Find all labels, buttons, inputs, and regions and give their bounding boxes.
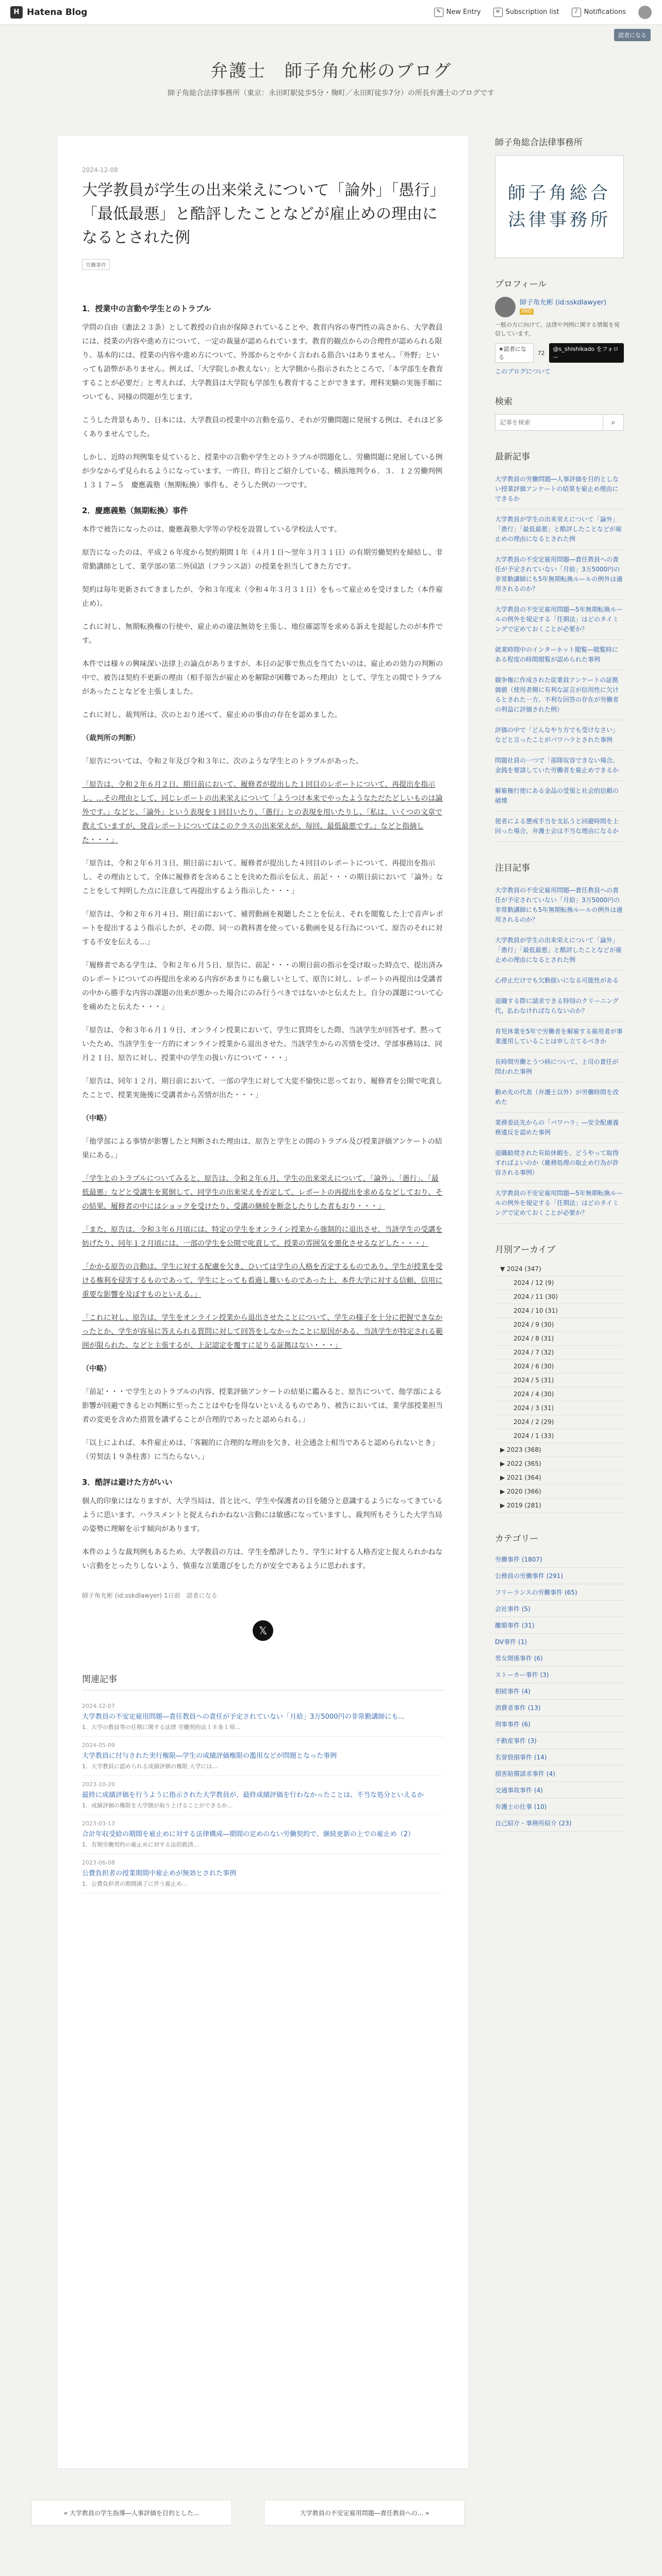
recent-entry-link[interactable]: 大学教員の不安定雇用問題―5年無期転換ルールの例外を規定する「任期法」はどのタイミングで定めておくことが必要か？ (495, 600, 624, 640)
search-title: 検索 (495, 397, 512, 407)
archive-item[interactable]: 2024 / 2 (29) (495, 1415, 624, 1429)
blog-title[interactable]: 弁護士 師子角允彬のブログ (210, 61, 452, 81)
archive-item[interactable]: 2024 / 5 (31) (495, 1374, 624, 1387)
category-link[interactable]: 男女関係事件 (6) (495, 1650, 624, 1667)
paragraph: これに対し、裁判所は、次のとおり述べて、雇止めの事由の存在を認めました。 (82, 711, 342, 719)
recent-entry-link[interactable]: 解雇権行使にある金品の受領と社会的信頼の破壊 (495, 781, 624, 811)
recent-title: 最新記事 (495, 452, 530, 462)
quote-paragraph: 「原告は、令和２年６月４日、期日前において、補習動画を視聴したことを伝え、それを閲覧した上で音声レポートを提出するよう指示したが、その際、同一の教科書を使っている動画を見る行為について、原告のそれに対する不安を伝える…」 (82, 910, 443, 946)
popular-entry-link[interactable]: 退職する際に請求できる特別のクリーニング代、払わなければならないのか？ (495, 991, 624, 1022)
archive-item[interactable]: 2024 / 11 (30) (495, 1290, 624, 1304)
category-list (495, 1551, 624, 1832)
paragraph: 学問の自由（憲法２３条）として教授の自由が保障されていることや、教育内容の専門性の高さから、大学教員には、授業の内容や進め方について、一定の裁量が認められています。教育的観点からの合理性が認められる限り、基本的には、授業の内容や進め方について、外部からとやかく言われる筋合いはありません。「外野」といっても語弊がありません。例えば、「大学院しか教えない」と大学側から指示されたところで、「本学部生を教育することが必要だ」と考えれば、大学教員は大学院も学部生も教育することができます。理科実験の実施手順についても、同様の問題が生じます。 (82, 324, 443, 401)
top-bar (0, 0, 662, 25)
notifications-label: Notifications (584, 8, 626, 16)
category-link[interactable]: 消費者事件 (13) (495, 1700, 624, 1716)
archive-item[interactable]: 2024 / 12 (9) (495, 1276, 624, 1290)
category-link[interactable]: 損害賠償請求事件 (4) (495, 1766, 624, 1782)
recent-entry-link[interactable]: 大学教員の不安定雇用問題―責任教員への責任が予定されていない「月給」3万5000円の非常勤講師にも5年無期転換ルールの例外は適用されるのか？ (495, 550, 624, 600)
popular-entry-link[interactable]: 大学教員が学生の出来栄えについて「論外」「愚行」「最低最悪」と酷評したことなどが雇止めの理由になるとされた例 (495, 930, 624, 971)
recent-entry-link[interactable]: 就業時間中のインターネット閲覧―閲覧時にある程度の時間閲覧が認められた事例 (495, 640, 624, 670)
related-excerpt: 1．大学教員に認められる成績評価の権限 大学には... (82, 1763, 218, 1770)
section-heading: 2．慶應義塾（無期転換）事件 (82, 506, 188, 515)
section-label: （裁判所の判断） (82, 734, 140, 742)
related-entry[interactable] (82, 1815, 444, 1854)
category-link[interactable]: 相続事件 (4) (495, 1683, 624, 1700)
archive-item[interactable]: ▶ 2022 (365) (495, 1457, 624, 1471)
quote-underlined: 「また、原告は、令和３年６月頃には、特定の学生をオンライン授業から強制的に退出させ、当該学生の受講を妨げたり、同年１２月頃には、一部の学生を公開で叱責して、授業の雰囲気を悪化させるなどした・・・」 (82, 1226, 443, 1248)
archive-item[interactable]: 2024 / 3 (31) (495, 1401, 624, 1415)
popular-entries-list (495, 880, 624, 1224)
archive-item[interactable]: 2024 / 10 (31) (495, 1304, 624, 1318)
pro-badge: PRO (520, 309, 534, 315)
paragraph: こうした背景もあり、日本には、大学教員の授業中の言動を巡り、それが労働問題に発展する例は、それほど多くありませんでした。 (82, 416, 443, 438)
popular-entry-link[interactable]: 長時間労働とうつ病について、上司の責任が問われた事例 (495, 1052, 624, 1082)
archive-item[interactable]: 2024 / 4 (30) (495, 1387, 624, 1401)
popular-entry-link[interactable]: 大学教員の不安定雇用問題―責任教員への責任が予定されていない「月給」3万5000円の非常勤講師にも5年無期転換ルールの例外は適用されるのか？ (495, 880, 624, 930)
recent-entry-link[interactable]: 使者による懲戒手当を支払うと回避時間を上回った場合、弁護士会は不当な理由になるか (495, 811, 624, 842)
hatena-blog-logo-text: Hatena Blog (27, 7, 88, 18)
x-follow-button[interactable]: @s_shishikado をフォロー (549, 343, 624, 363)
recent-entries-list (495, 469, 624, 842)
paragraph: 本件では様々の興味深い法律上の論点がありますが、本日の記事で焦点を当てたいのは、雇止めの効力の判断の中で、被告は契約不更新の理由（相手原告が雇止めを解除が困難であった理由）として、学生との間でトラブルがあったことなどを主張しました。 (82, 660, 443, 696)
related-excerpt: 1．公費負担者の期間満了に伴う雇止め... (82, 1880, 188, 1887)
firm-banner[interactable] (495, 155, 624, 258)
recent-entry-link[interactable]: 大学教員の労働問題―人事評価を目的としない授業評価アンケートの結果を雇止め理由にできるか (495, 469, 624, 510)
search-input[interactable] (495, 414, 603, 431)
paragraph: 本件のような裁判例もあるため、大学教員の方は、学生を酷評したり、学生に対する人格否定と捉えられかねない言動をとったりしないよう、慎重な言葉選びをした方が安全であるように思われます。 (82, 1548, 443, 1570)
quote-paragraph: 「履修者である学生は、令和２年６月５日、原告に、前記・・・の期日前の指示を受け取った時点で、提出済みのレポートについての再提出を求める内容があまりにも厳しいとして、原告に対し、レポートの再提出は受講者の中から勝手な内容の課題の出来が悪かった場合にのみ行うべきではないかと伝えた上、自分の課題について心を痛めたと伝えた・・・」 (82, 961, 443, 1011)
category-link[interactable]: 離婚事件 (31) (495, 1617, 624, 1634)
related-date: 2023-06-08 (82, 1859, 115, 1866)
profile-description: 一般の方に向けて、法律や判例に関する情報を発信しています。 (495, 321, 620, 337)
new-entry-label: New Entry (446, 8, 481, 16)
quote-paragraph: 「原告は、同年１２月、期日前において、一部の学生に対して大変不愉快に思っており、履修者を公開で叱責したことで、授業実施後に受講者から苦情が出た・・・」 (82, 1077, 443, 1099)
category-link[interactable]: DV事件 (1) (495, 1634, 624, 1650)
archive-list (495, 1262, 624, 1513)
category-link[interactable]: 公務員の労働事件 (291) (495, 1568, 624, 1584)
reader-count: 72 (537, 349, 545, 357)
popular-title: 注目記事 (495, 863, 530, 873)
article-container (57, 135, 469, 2469)
category-link[interactable]: 不動産事件 (3) (495, 1733, 624, 1749)
paragraph: 個人的印象にはなりますが、大学当局は、昔と比べ、学生や保護者の目を随分と意識するようになってきているように思います。ハラスメントと捉えられかねない言動には敏感になっていますし、裁判所もそうした大学当局の姿勢に理解を示す傾向があります。 (82, 1497, 443, 1533)
popular-entry-link[interactable]: 勤め先の代表（弁護士以外）が労働時間を改めた (495, 1082, 624, 1113)
notifications-button[interactable] (572, 8, 626, 17)
related-entry[interactable] (82, 1737, 444, 1776)
category-link[interactable]: 会社事件 (5) (495, 1601, 624, 1617)
section-label: （中略） (82, 1365, 111, 1373)
paragraph: 原告になったのは、平成２６年度から契約期間１年（４月１日〜翌年３月３１日）の有期労働契約を締結し、非常勤講師として、業学部の第二外国語（フランス語）の授業を担当してきた方です。 (82, 549, 443, 571)
firm-seal-image (508, 180, 611, 233)
quote-underlined: 「学生とのトラブルについてみると、原告は、令和２年６月、学生の出来栄えについて、「論外」、「愚行」、「最低最悪」などと受講生を罵倒して、同学生の出来栄えを否定して、レポートの再提出を求めるなどしており、その結果、履修者の中にはショックを受けたり、受講の継続を断念したりした者もおり・・・」 (82, 1175, 443, 1211)
category-link[interactable]: 交通事故事件 (4) (495, 1782, 624, 1799)
user-avatar[interactable] (638, 6, 652, 19)
list-icon: ≡ (493, 8, 503, 17)
category-link[interactable]: 弁護士の仕事 (10) (495, 1799, 624, 1815)
paragraph: 契約は毎年更新されてきましたが、令和３年度末（令和４年３月３１日）をもって雇止めを受けました（本件雇止め）。 (82, 586, 443, 608)
reader-button[interactable]: ★読者になる (495, 343, 534, 363)
category-link[interactable]: 自己紹介・事務所紹介 (23) (495, 1815, 624, 1832)
recent-entry-link[interactable]: 競争権に作成された従業員アンケートの証拠価値（使用者側に有利な証言が信用性に欠けるとされた一方、不利な回答の存在が労働者の利益に評価された例） (495, 670, 624, 720)
recent-entry-link[interactable]: 大学教員が学生の出来栄えについて「論外」「愚行」「最低最悪」と酷評したことなどが雇止めの理由になるとされた例 (495, 510, 624, 550)
prev-entry-link[interactable]: « 大学教員の学生指導―人事評価を目的とした... (31, 2500, 232, 2526)
quote-underlined: 「原告は、令和２年６月２日、期日前において、履修者が提出した１回目のレポートについて、再提出を指示し、…その理由として、同じレポートの出来栄えについて「ようつけ本来でやったようなただたどしいものは論外です。」などと、「論外」という表現を１回目いたり、「愚行」との表現を用いたりし、「私は、いくつの文章で教えていますが、発音レポートについてはこのクラスの出来栄えが、毎回、最低最悪です。」などと指摘した・・・」 (82, 781, 443, 844)
x-share-button[interactable] (253, 1620, 273, 1641)
related-entry[interactable] (82, 1698, 444, 1737)
about-blog-link[interactable]: このブログについて (495, 368, 551, 375)
firm-seal-line2: 法律事務所 (508, 210, 611, 230)
related-excerpt: 1．成績評価の権限を大学側が取り上げることができるか... (82, 1802, 233, 1809)
related-entry[interactable] (82, 1776, 444, 1815)
section-label: （中略） (82, 1114, 111, 1123)
related-entry-title[interactable]: 大学教員の不安定雇用問題―責任教員への責任が予定されていない「月給」3万5000円の非常勤講師にも... (82, 1713, 405, 1721)
related-entry-title[interactable]: 公費負担者の授業期間中雇止めが無効とされた事例 (82, 1870, 237, 1877)
related-excerpt: 1．有期労働契約の雇止めに対する法的救済... (82, 1841, 199, 1848)
hatena-logo-icon: H (10, 6, 23, 19)
related-date: 2024-05-09 (82, 1742, 115, 1749)
related-excerpt: 1．大学の教員等の任期に関する法律 労働契約法１８条１項... (82, 1724, 240, 1731)
section-heading: 1．授業中の言動や学生とのトラブル (82, 304, 211, 313)
hatena-blog-logo[interactable] (10, 6, 87, 19)
popular-entry-link[interactable]: 育児休業を5年で労働者を解雇する雇用者が事業運用していることは申し立てるべきか (495, 1022, 624, 1052)
entry-body (82, 303, 444, 1573)
related-title: 関連記事 (82, 1672, 444, 1690)
archive-item[interactable]: 2024 / 9 (30) (495, 1318, 624, 1332)
quote-paragraph: 「原告は、令和３年６月１９日、オンライン授業において、学生に質問をした際、当該学生が回答せず、黙っていたため、当該学生を一方的にオンライン授業から退出させた。当該学生からの苦情を受け、学部事務局は、同月２１日、原告に対し、授業中の学生の扱い方について・・・」 (82, 1026, 442, 1062)
profile-card (495, 297, 624, 317)
recent-entry-link[interactable]: 問題社員の一つで「部隊収容できない場合、金銭を要請していた労働者を雇止めできるか (495, 751, 624, 781)
category-link[interactable]: 刑事事件 (6) (495, 1716, 624, 1733)
related-date: 2023-03-13 (82, 1820, 115, 1827)
popular-entry-link[interactable]: 大学教員の不安定雇用問題―5年無期転換ルールの例外を規定する「任期法」はどのタイミングで定めておくことが必要か？ (495, 1183, 624, 1224)
search-form (495, 414, 624, 431)
archive-item[interactable]: 2024 / 1 (33) (495, 1429, 624, 1443)
archive-item[interactable]: ▼ 2024 (347) (495, 1262, 624, 1276)
x-logo-icon: 𝕏 (258, 1624, 268, 1637)
paragraph: これに対し、無期転換権の行使や、雇止めの違法無効を主張し、地位確認等を求める訴えを提起したのが本件です。 (82, 623, 443, 645)
category-title: カテゴリー (495, 1534, 539, 1544)
entry-meta: 師子角允彬 (id:sskdlawyer) 1日前 読者になる (82, 1592, 218, 1599)
archive-item[interactable]: 2024 / 7 (32) (495, 1346, 624, 1360)
entry-category[interactable]: 労働事件 (82, 259, 110, 270)
related-entry-title[interactable]: 合計年収受給の期間を雇止めに対する法律構成―期間の定めのない労働契約で、継続更新の上での雇止め（2） (82, 1831, 415, 1838)
related-date: 2023-10-20 (82, 1781, 115, 1788)
profile-title: プロフィール (495, 279, 547, 290)
popular-entry-link[interactable]: 心停止だけでも欠勤扱いになる可能性がある (495, 971, 624, 991)
related-entry-title[interactable]: 最終に成績評価を行うように指示された大学教員が、最終成績評価を行わなかったことは、不当な処分といえるか (82, 1791, 424, 1799)
archive-item[interactable]: ▶ 2021 (364) (495, 1471, 624, 1485)
popular-entry-link[interactable]: 業務委託先からの「パワハラ」―安全配慮義務違反を認めた事例 (495, 1113, 624, 1143)
archive-item[interactable]: 2024 / 8 (31) (495, 1332, 624, 1346)
quote-paragraph: 「前記・・・で学生とのトラブルの内容、授業評価アンケートの結果に鑑みると、原告について、他学部による影響が回避できるとの判断に至ったことはやむを得ないといえるものであり、被告においては、業学部授業担当者の変更を含めた措置を講ずることが合理的であったと認められる。」 (82, 1388, 443, 1424)
entry-title[interactable]: 大学教員が学生の出来栄えについて「論外」「愚行」「最低最悪」と酷評したことなどが雇止めの理由になるとされた例 (82, 181, 438, 247)
pencil-icon: ✎ (434, 8, 443, 17)
category-link[interactable]: ストーカー事件 (3) (495, 1667, 624, 1683)
next-entry-link[interactable]: 大学教員の不安定雇用問題―責任教員への... » (264, 2500, 465, 2526)
firm-title: 師子角総合法律事務所 (495, 138, 583, 148)
category-link[interactable]: 労働事件 (1807) (495, 1551, 624, 1568)
entry-date[interactable]: 2024-12-08 (82, 166, 118, 174)
profile-name[interactable]: 師子角允彬 (id:sskdlawyer) (520, 299, 607, 307)
subscription-list-button[interactable] (493, 8, 559, 17)
archive-item[interactable]: ▶ 2019 (281) (495, 1499, 624, 1513)
quote-paragraph: 「原告については、令和２年及び令和３年に、次のような学生とのトラブルがあった。 (82, 757, 363, 766)
bell-icon: ♪ (572, 8, 581, 17)
paragraph: 本件で被告になったのは、慶應義塾大学等の学校を設置している学校法人です。 (82, 526, 341, 534)
quote-paragraph: 「以上によれば、本件雇止めは、「客観的に合理的な理由を欠き、社会通念上相当であると認められないとき」（労契法１９条柱書）に当たらない。」 (82, 1439, 439, 1461)
archive-title: 月別アーカイブ (495, 1245, 556, 1255)
subscribe-button[interactable]: 読者になる (614, 29, 651, 41)
blog-description: 師子角総合法律事務所（東京：永田町駅徒歩5分・麹町／永田町徒歩7分）の所長弁護士のブログです (168, 89, 494, 97)
section-heading: 3．酷評は避けた方がいい (82, 1478, 173, 1487)
subscription-list-label: Subscription list (505, 8, 559, 16)
archive-item[interactable]: ▶ 2020 (366) (495, 1485, 624, 1499)
profile-avatar[interactable] (495, 297, 516, 317)
category-link[interactable]: フリーランスの労働事件 (65) (495, 1584, 624, 1601)
quote-paragraph: 「他学部による事情が影響したと判断された理由は、原告と学生との間のトラブル及び授業評価アンケートの結果にある。」 (82, 1138, 442, 1160)
related-entry[interactable] (82, 1854, 444, 1893)
paragraph: しかし、近時の判例集を見ていると、授業中の言動や学生とのトラブルが問題化し、労働問題に発展している例が少なからず見られるようになっています。一昨日、昨日とご紹介している、横浜地判令６．３．１２労働判例１３１７−５ 慶應義塾（無期転換）事件も、そうした例の一つです。 (82, 453, 443, 489)
quote-paragraph: 「原告は、令和２年６月３日、期日前において、履修者が提出した４回目のレポートについて、再提出を指示し、その理由として、全体に履修者を含めることを決めた指示を伝え、前記・・・の期日前において「論外」なことをして判明した点に注意して再提出するよう指示した・・・」 (82, 859, 443, 895)
quote-highlighted: 「これに対し、原告は、学生をオンライン授業から退出させたことについて、学生の様子を十分に把握できなかったとか、学生が容易に答えられる質問に対して回答をしなかったことに原因がある、当該学生が特定される範囲が限られた、などと主張するが、上記認定を覆すに足りる証拠はない・・・」 (82, 1314, 443, 1350)
popular-entry-link[interactable]: 退職勧奨された有給休暇を、どうやって取得すればよいのか（雑務処理の取止め行為が許容される事例） (495, 1143, 624, 1183)
archive-item[interactable]: ▶ 2023 (368) (495, 1443, 624, 1457)
related-entry-title[interactable]: 大学教員に付与された実行権限―学生の成績評価権限の濫用などが問題となった事例 (82, 1752, 337, 1760)
search-button[interactable] (603, 414, 624, 431)
archive-item[interactable]: 2024 / 6 (30) (495, 1360, 624, 1374)
related-date: 2024-12-07 (82, 1703, 115, 1709)
category-link[interactable]: 名誉毀損事件 (14) (495, 1749, 624, 1766)
new-entry-button[interactable] (434, 8, 481, 17)
firm-seal-line1: 師子角総合 (508, 183, 611, 204)
search-icon: ⌕ (611, 418, 616, 427)
recent-entry-link[interactable]: 評価の中で「どんなやり方でも受けなさい」などと言ったことがパワハラとされた事例 (495, 720, 624, 751)
quote-highlighted: 「かかる原告の言動は、学生に対する配慮を欠き、ひいては学生の人格を否定するものであり、学生が授業を受ける権利を侵害するものであって、学生にとっても看過し難いものであった上、本件大学に対する信頼、信用に重要な影響を及ぼすものといえる。」 (82, 1263, 443, 1299)
sidebar (495, 135, 624, 1850)
related-entries (82, 1672, 444, 1893)
